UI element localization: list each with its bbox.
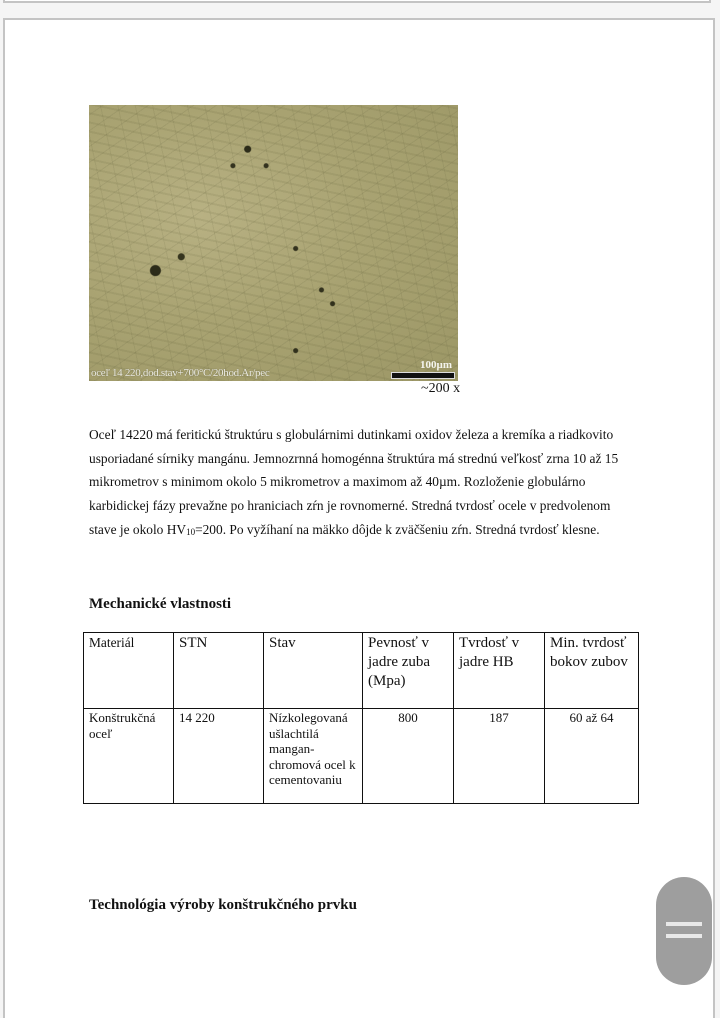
scale-bar xyxy=(391,372,455,379)
paragraph-text-2: =200. Po vyžíhaní na mäkko dôjde k zväčšeniu zŕn. Stredná tvrdosť klesne. xyxy=(195,521,600,537)
description-paragraph xyxy=(89,423,629,542)
paragraph-subscript: 10 xyxy=(186,526,196,537)
header-material: Materiál xyxy=(84,633,174,709)
micrograph-image xyxy=(89,105,458,381)
table-row xyxy=(84,709,639,804)
cell-min-flank-hardness: 60 až 64 xyxy=(545,709,639,804)
paragraph-text-1: Oceľ 14220 má feritickú štruktúru s globulárnimi dutinkami oxidov železa a kremíka a riadkovito usporiadané sírniky mangánu. Jemnozrnná homogénna štruktúra má strednú veľkosť zrna 10 až 15 mikrometrov s minimom okolo 5 mikrometrov a maximom až 40µm. Rozloženie globulárno karbidickej fázy prevažne po hraniciach zŕn je rovnomerné. Stredná tvrdosť ocele v predvolenom stave je okolo HV xyxy=(89,427,619,537)
table-header-row xyxy=(84,633,639,709)
mechanical-properties-table xyxy=(83,632,639,804)
scroll-handle[interactable] xyxy=(656,877,712,985)
mechanical-properties-heading: Mechanické vlastnosti xyxy=(89,596,232,612)
previous-page-edge xyxy=(3,0,711,3)
cell-core-strength: 800 xyxy=(363,709,454,804)
header-min-flank-hardness: Min. tvrdosť bokov zubov xyxy=(545,633,639,709)
cell-material: Konštrukčná oceľ xyxy=(84,709,174,804)
technology-heading: Technológia výroby konštrukčného prvku xyxy=(89,897,357,913)
header-core-strength: Pevnosť v jadre zuba (Mpa) xyxy=(363,633,454,709)
drag-handle-icon xyxy=(666,922,702,926)
scale-bar-label: 100µm xyxy=(419,359,452,371)
cell-stn: 14 220 xyxy=(174,709,264,804)
magnification-label: ~200 x xyxy=(421,381,461,396)
header-stn: STN xyxy=(174,633,264,709)
cell-core-hardness: 187 xyxy=(454,709,545,804)
header-core-hardness: Tvrdosť v jadre HB xyxy=(454,633,545,709)
micrograph-caption: oceľ 14 220,dod.stav+700°C/20hod.Ar/pec xyxy=(91,367,270,379)
header-state: Stav xyxy=(264,633,363,709)
drag-handle-icon-line xyxy=(666,934,702,938)
cell-state: Nízkolegovaná ušlachtilá mangan-chromová ocel k cementovaniu xyxy=(264,709,363,804)
